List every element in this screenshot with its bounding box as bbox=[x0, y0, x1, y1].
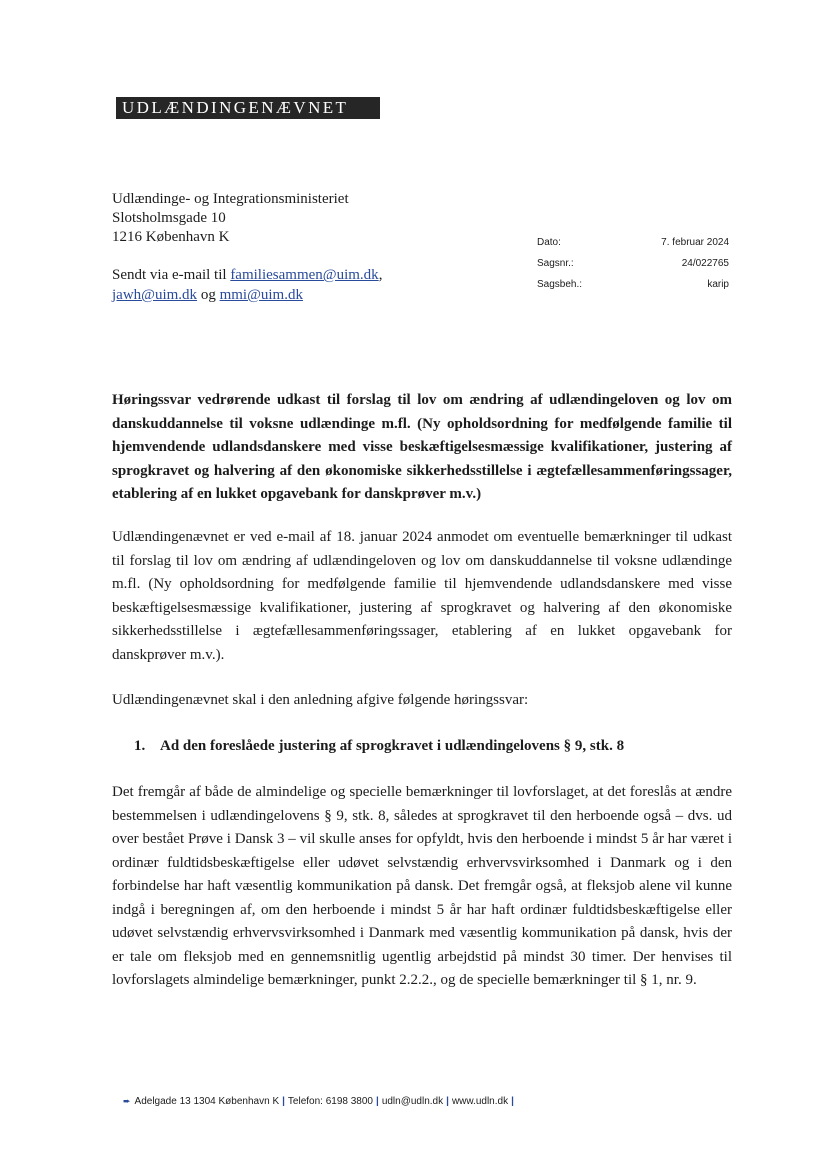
sagsbeh-label: Sagsbeh.: bbox=[537, 279, 583, 290]
section-number: 1. bbox=[134, 738, 146, 754]
paragraph-3: Det fremgår af både de almindelige og specielle bemærkninger til lovforslaget, at det foreslås at ændre bestemmelsen i udlændingelovens § 9, stk. 8, således at sprogkravet til den herboende også – dvs. ud over bestået Prøve i Dansk 3 – vil skulle anses for opfyldt, hvis den herboende i mindst 5 år har været i ordinær fuldtidsbeskæftigelse eller udøvet selvstændig erhvervsvirksomhed i Danmark og i den forbindelse har haft væsentlig kommunikation på dansk. Det fremgår også, at fleksjob alene vil kunne indgå i beregningen af, om den herboende i mindst 5 år har haft ordinær fuldtidsbeskæftigelse eller udøvet selvstændig erhvervsvirksomhed i Danmark med væsentlig kommunikation på dansk, hvis der er tale om fleksjob med en gennemsnitlig ugentlig arbejdstid på mindst 30 timer. Der henvises til lovforslagets almindelige bemærkninger, punkt 2.2.2., og de specielle bemærkninger til § 1, nr. 9. bbox=[112, 784, 732, 988]
sent-via-prefix: Sendt via e-mail til bbox=[112, 267, 231, 283]
paragraph-1: Udlændingenævnet er ved e-mail af 18. januar 2024 anmodet om eventuelle bemærkninger til udkast til forslag til lov om ændring af udlændingeloven og lov om danskuddannelse til voksne udlændinge m.fl. (Ny opholdsordning for medfølgende familie til hjemvendende udlandsdanskere med visse beskæftigelsesmæssige kvalifikationer, justering af sprogkravet og halvering af den økonomiske sikkerhedsstillelse i ægtefællesammenføringssager, etablering af en lukket opgavebank for danskprøver m.v.). bbox=[112, 529, 732, 663]
meta-date bbox=[537, 237, 729, 249]
date-value: 7. februar 2024 bbox=[661, 237, 729, 248]
footer bbox=[123, 1094, 517, 1109]
footer-phone: Telefon: 6198 3800 bbox=[287, 1096, 373, 1107]
comma: , bbox=[378, 267, 383, 283]
footer-address: Adelgade 13 1304 København K bbox=[134, 1096, 280, 1107]
footer-separator: | bbox=[511, 1096, 514, 1107]
recipient-city: 1216 København K bbox=[112, 229, 230, 245]
footer-separator: | bbox=[282, 1096, 285, 1107]
date-label: Dato: bbox=[537, 237, 561, 248]
section-title: Ad den foreslåede justering af sprogkravet i udlændingelovens § 9, stk. 8 bbox=[160, 738, 625, 754]
sagsnr-label: Sagsnr.: bbox=[537, 258, 574, 269]
sagsbeh-value: karip bbox=[707, 279, 729, 290]
footer-separator: | bbox=[376, 1096, 379, 1107]
footer-email[interactable]: udln@udln.dk bbox=[381, 1096, 444, 1107]
meta-sagsnr bbox=[537, 258, 729, 270]
recipient-street: Slotsholmsgade 10 bbox=[112, 210, 226, 226]
paragraph-2: Udlændingenævnet skal i den anledning afgive følgende høringssvar: bbox=[112, 692, 529, 708]
email-link-familiesammen[interactable]: familiesammen@uim.dk bbox=[230, 267, 379, 283]
subject-heading: Høringssvar vedrørende udkast til forslag til lov om ændring af udlændingeloven og lov om danskuddannelse til voksne udlændinge m.fl. (Ny opholdsordning for medfølgende familie til hjemvendende udlandsdanskere med visse beskæftigelsesmæssige kvalifikationer, justering af sprogkravet og halvering af den økonomiske sikkerhedsstillelse i ægtefællesammenføringssager, etablering af en lukket opgavebank for danskprøver m.v.) bbox=[112, 392, 732, 502]
section-heading-1 bbox=[134, 736, 624, 756]
sent-via-line bbox=[112, 265, 382, 305]
sagsnr-value: 24/022765 bbox=[681, 258, 729, 269]
email-link-jawh[interactable]: jawh@uim.dk bbox=[112, 287, 198, 303]
email-link-mmi[interactable]: mmi@uim.dk bbox=[219, 287, 303, 303]
og-text: og bbox=[197, 287, 220, 303]
logo: UDLÆNDINGENÆVNET bbox=[116, 97, 380, 119]
footer-separator: | bbox=[446, 1096, 449, 1107]
footer-web[interactable]: www.udln.dk bbox=[451, 1096, 509, 1107]
recipient-address bbox=[112, 190, 349, 247]
meta-sagsbeh bbox=[537, 279, 729, 291]
arrow-icon: ➨ bbox=[123, 1096, 131, 1106]
recipient-name: Udlændinge- og Integrationsministeriet bbox=[112, 191, 349, 207]
